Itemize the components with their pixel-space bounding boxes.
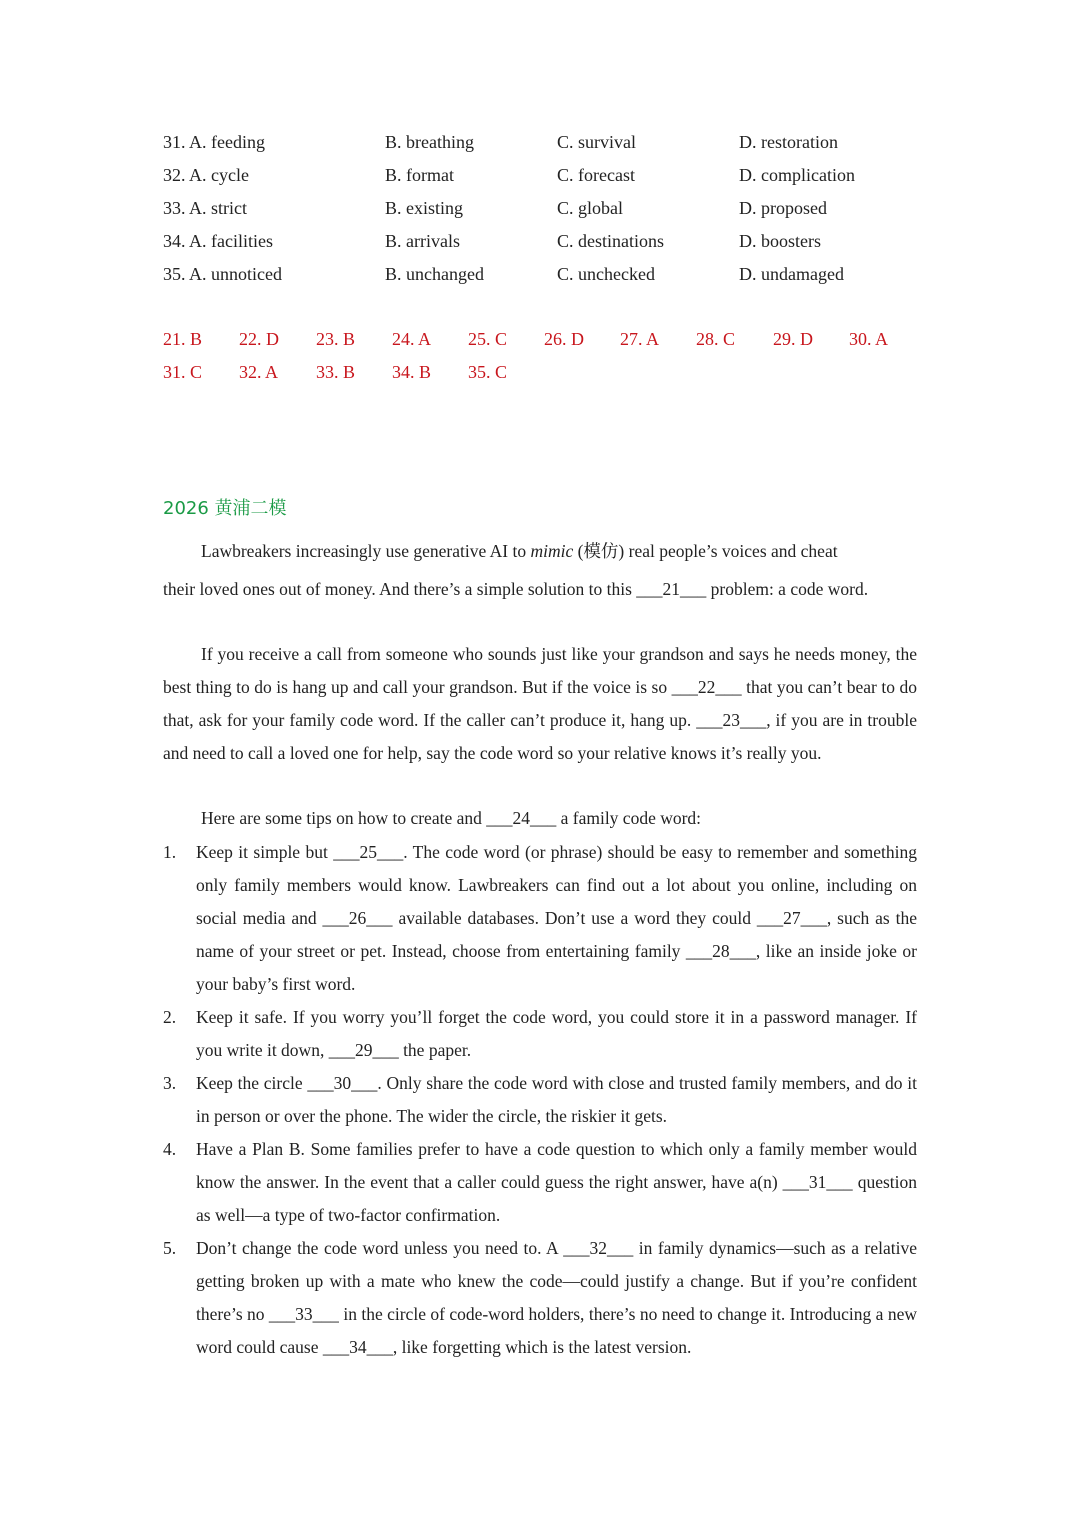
option-34-c: C. destinations: [557, 231, 664, 251]
option-row-31: [163, 129, 923, 162]
option-31-b: B. breathing: [385, 132, 474, 152]
list-item-text: Have a Plan B. Some families prefer to have a code question to which only a family member would know the answer. In the event that a caller could guess the right answer, have a(n) ___31___ question as well—a type of two-factor confirmation.: [196, 1139, 917, 1225]
option-32-a: 32. A. cycle: [163, 165, 249, 185]
option-33-a: 33. A. strict: [163, 198, 247, 218]
option-33-b: B. existing: [385, 198, 464, 218]
option-row-35: [163, 261, 923, 294]
list-item: [163, 1232, 917, 1364]
option-row-32: [163, 162, 923, 195]
answer-22: 22. D: [239, 329, 279, 349]
answer-28: 28. C: [696, 329, 736, 349]
list-item-text: Keep it safe. If you worry you’ll forget the code word, you could store it in a password manager. If you write it down, ___29___ the paper.: [196, 1007, 917, 1060]
option-31-d: D. restoration: [739, 132, 838, 152]
option-31-c: C. survival: [557, 132, 636, 152]
option-35-b: B. unchanged: [385, 264, 484, 284]
paragraph-2: If you receive a call from someone who sounds just like your grandson and says he needs money, the best thing to do is hang up and call your grandson. But if the voice is so ___22___ that you can’t bear to do that, ask for your family code word. If the caller can’t produce it, hang up. ___23___, if you are in trouble and need to call a loved one for help, say the code word so your relative knows it’s really you.: [163, 644, 917, 763]
answer-27: 27. A: [620, 329, 660, 349]
paragraph-1: [163, 536, 917, 606]
option-33-c: C. global: [557, 198, 623, 218]
option-32-b: B. format: [385, 165, 454, 185]
list-item-number: 2.: [163, 1007, 177, 1027]
answer-32: 32. A: [239, 362, 279, 382]
p1-text-a: Lawbreakers increasingly use generative AI to: [201, 541, 531, 561]
list-item-number: 4.: [163, 1139, 177, 1159]
answer-row-2: [163, 359, 923, 392]
answer-33: 33. B: [316, 362, 356, 382]
answer-35: 35. C: [468, 362, 508, 382]
option-34-b: B. arrivals: [385, 231, 460, 251]
answer-row-1: [163, 326, 923, 359]
option-32-c: C. forecast: [557, 165, 635, 185]
option-31-a: 31. A. feeding: [163, 132, 265, 152]
answer-21: 21. B: [163, 329, 203, 349]
list-item-number: 1.: [163, 842, 177, 862]
option-35-d: D. undamaged: [739, 264, 844, 284]
answer-30: 30. A: [849, 329, 889, 349]
answer-key: [163, 326, 923, 392]
list-item-text: Keep it simple but ___25___. The code word (or phrase) should be easy to remember and something only family members would know. Lawbreakers can find out a lot about you online, including on social media and ___26___ available databases. Don’t use a word they could ___27___, such as the name of your street or pet. Instead, choose from entertaining family ___28___, like an inside joke or your baby’s first word.: [196, 842, 917, 994]
list-item-number: 3.: [163, 1073, 177, 1093]
list-item-text: Keep the circle ___30___. Only share the code word with close and trusted family members, and do it in person or over the phone. The wider the circle, the riskier it gets.: [196, 1073, 917, 1126]
p1-text-c: (模仿) real people’s voices and cheat: [573, 541, 838, 561]
answer-26: 26. D: [544, 329, 584, 349]
list-item: [163, 1133, 917, 1232]
paragraph-1-line-1: [163, 536, 917, 573]
answer-24: 24. A: [392, 329, 432, 349]
answer-34: 34. B: [392, 362, 432, 382]
list-item-text: Don’t change the code word unless you need to. A ___32___ in family dynamics—such as a relative getting broken up with a mate who knew the code—could justify a change. But if you’re confident there’s no ___33___ in the circle of code-word holders, there’s no need to change it. Introducing a new word could cause ___34___, like forgetting which is the latest version.: [196, 1238, 917, 1357]
list-item: [163, 1001, 917, 1067]
option-33-d: D. proposed: [739, 198, 827, 218]
list-item: [163, 836, 917, 1001]
option-row-33: [163, 195, 923, 228]
list-item-number: 5.: [163, 1238, 177, 1258]
answer-29: 29. D: [773, 329, 813, 349]
answer-31: 31. C: [163, 362, 203, 382]
option-35-c: C. unchecked: [557, 264, 655, 284]
answer-23: 23. B: [316, 329, 356, 349]
option-34-a: 34. A. facilities: [163, 231, 273, 251]
paragraph-3: Here are some tips on how to create and ___24___ a family code word:: [201, 808, 702, 828]
options-table: [163, 129, 923, 294]
tips-list: [163, 836, 917, 1364]
p1-italic-mimic: mimic: [530, 541, 574, 561]
list-item: [163, 1067, 917, 1133]
option-row-34: [163, 228, 923, 261]
paragraph-1-rest: their loved ones out of money. And there’s a simple solution to this ___21___ problem: a code word.: [163, 579, 869, 599]
answer-25: 25. C: [468, 329, 508, 349]
option-32-d: D. complication: [739, 165, 855, 185]
option-34-d: D. boosters: [739, 231, 821, 251]
option-35-a: 35. A. unnoticed: [163, 264, 282, 284]
section-heading: 2026 黄浦二模: [163, 498, 287, 519]
